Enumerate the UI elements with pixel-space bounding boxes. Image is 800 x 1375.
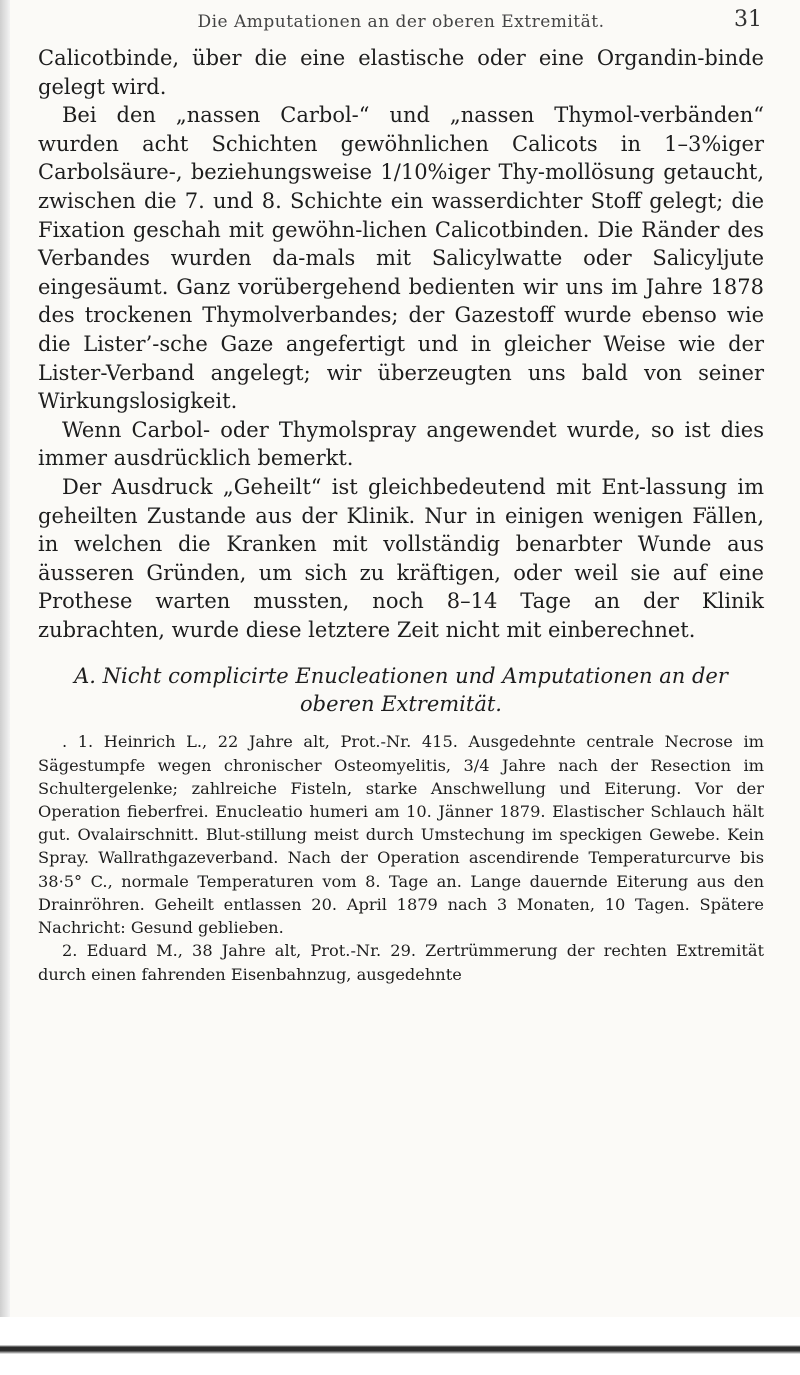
page-body (38, 44, 764, 986)
paragraph: Der Ausdruck „Geheilt“ ist gleichbedeutend mit Ent-lassung im geheilten Zustande aus der Klinik. Nur in einigen wenigen Fällen, in welchen die Kranken mit vollständig benarbter Wunde aus äusseren Gründen, um sich zu kräftigen, oder weil sie auf eine Prothese warten mussten, noch 8–14 Tage an der Klinik zubrachten, wurde diese letztere Zeit nicht mit einberechnet. (38, 474, 764, 642)
paragraph: Calicotbinde, über die eine elastische oder eine Organdin-binde gelegt wird. (38, 46, 764, 99)
section-heading: A. Nicht complicirte Enucleationen und Amputationen an der oberen Extremität. (74, 664, 728, 717)
case-entry: 2. Eduard M., 38 Jahre alt, Prot.-Nr. 29. Zertrümmerung der rechten Extremität durch einen fahrenden Eisenbahnzug, ausgedehnte (38, 941, 764, 984)
case-list (38, 730, 764, 985)
page-spine-shadow (0, 0, 10, 1375)
running-title: Die Amputationen an der oberen Extremität. (197, 12, 605, 32)
page-number: 31 (734, 7, 762, 32)
page-header (100, 8, 762, 36)
paragraph: Wenn Carbol- oder Thymolspray angewendet wurde, so ist dies immer ausdrücklich bemerkt. (38, 417, 764, 471)
scan-bottom-edge (0, 1317, 800, 1375)
paragraph: Bei den „nassen Carbol-“ und „nassen Thymol-verbänden“ wurden acht Schichten gewöhnlichen Calicots in 1–3%iger Carbolsäure-, beziehungsweise 1/10%iger Thy-mollösung getaucht, zwischen die 7. und 8. Schichte ein wasserdichter Stoff gelegt; die Fixation geschah mit gewöhn-lichen Calicotbinden. Die Ränder des Verbandes wurden da-mals mit Salicylwatte oder Salicyljute eingesäumt. Ganz vorübergehend bedienten wir uns im Jahre 1878 des trockenen Thymolverbandes; der Gazestoff wurde ebenso wie die Lister’-sche Gaze angefertigt und in gleicher Weise wie der Lister-Verband angelegt; wir überzeugten uns bald von seiner Wirkungslosigkeit. (38, 103, 764, 414)
case-entry: . 1. Heinrich L., 22 Jahre alt, Prot.-Nr. 415. Ausgedehnte centrale Necrose im Sägestumpfe wegen chronischer Osteomyelitis, 3/4 Jahre nach der Resection im Schultergelenke; zahlreiche Fisteln, starke Anschwellung und Eiterung. Vor der Operation fieberfrei. Enucleatio humeri am 10. Jänner 1879. Elastischer Schlauch hält gut. Ovalairschnitt. Blut-stillung meist durch Umstechung im speckigen Gewebe. Kein Spray. Wallrathgazeverband. Nach der Operation ascendirende Temperaturcurve bis 38·5° C., normale Temperaturen vom 8. Tage an. Lange dauernde Eiterung aus den Drainröhren. Geheilt entlassen 20. April 1879 nach 3 Monaten, 10 Tagen. Spätere Nachricht: Gesund geblieben. (38, 732, 764, 938)
